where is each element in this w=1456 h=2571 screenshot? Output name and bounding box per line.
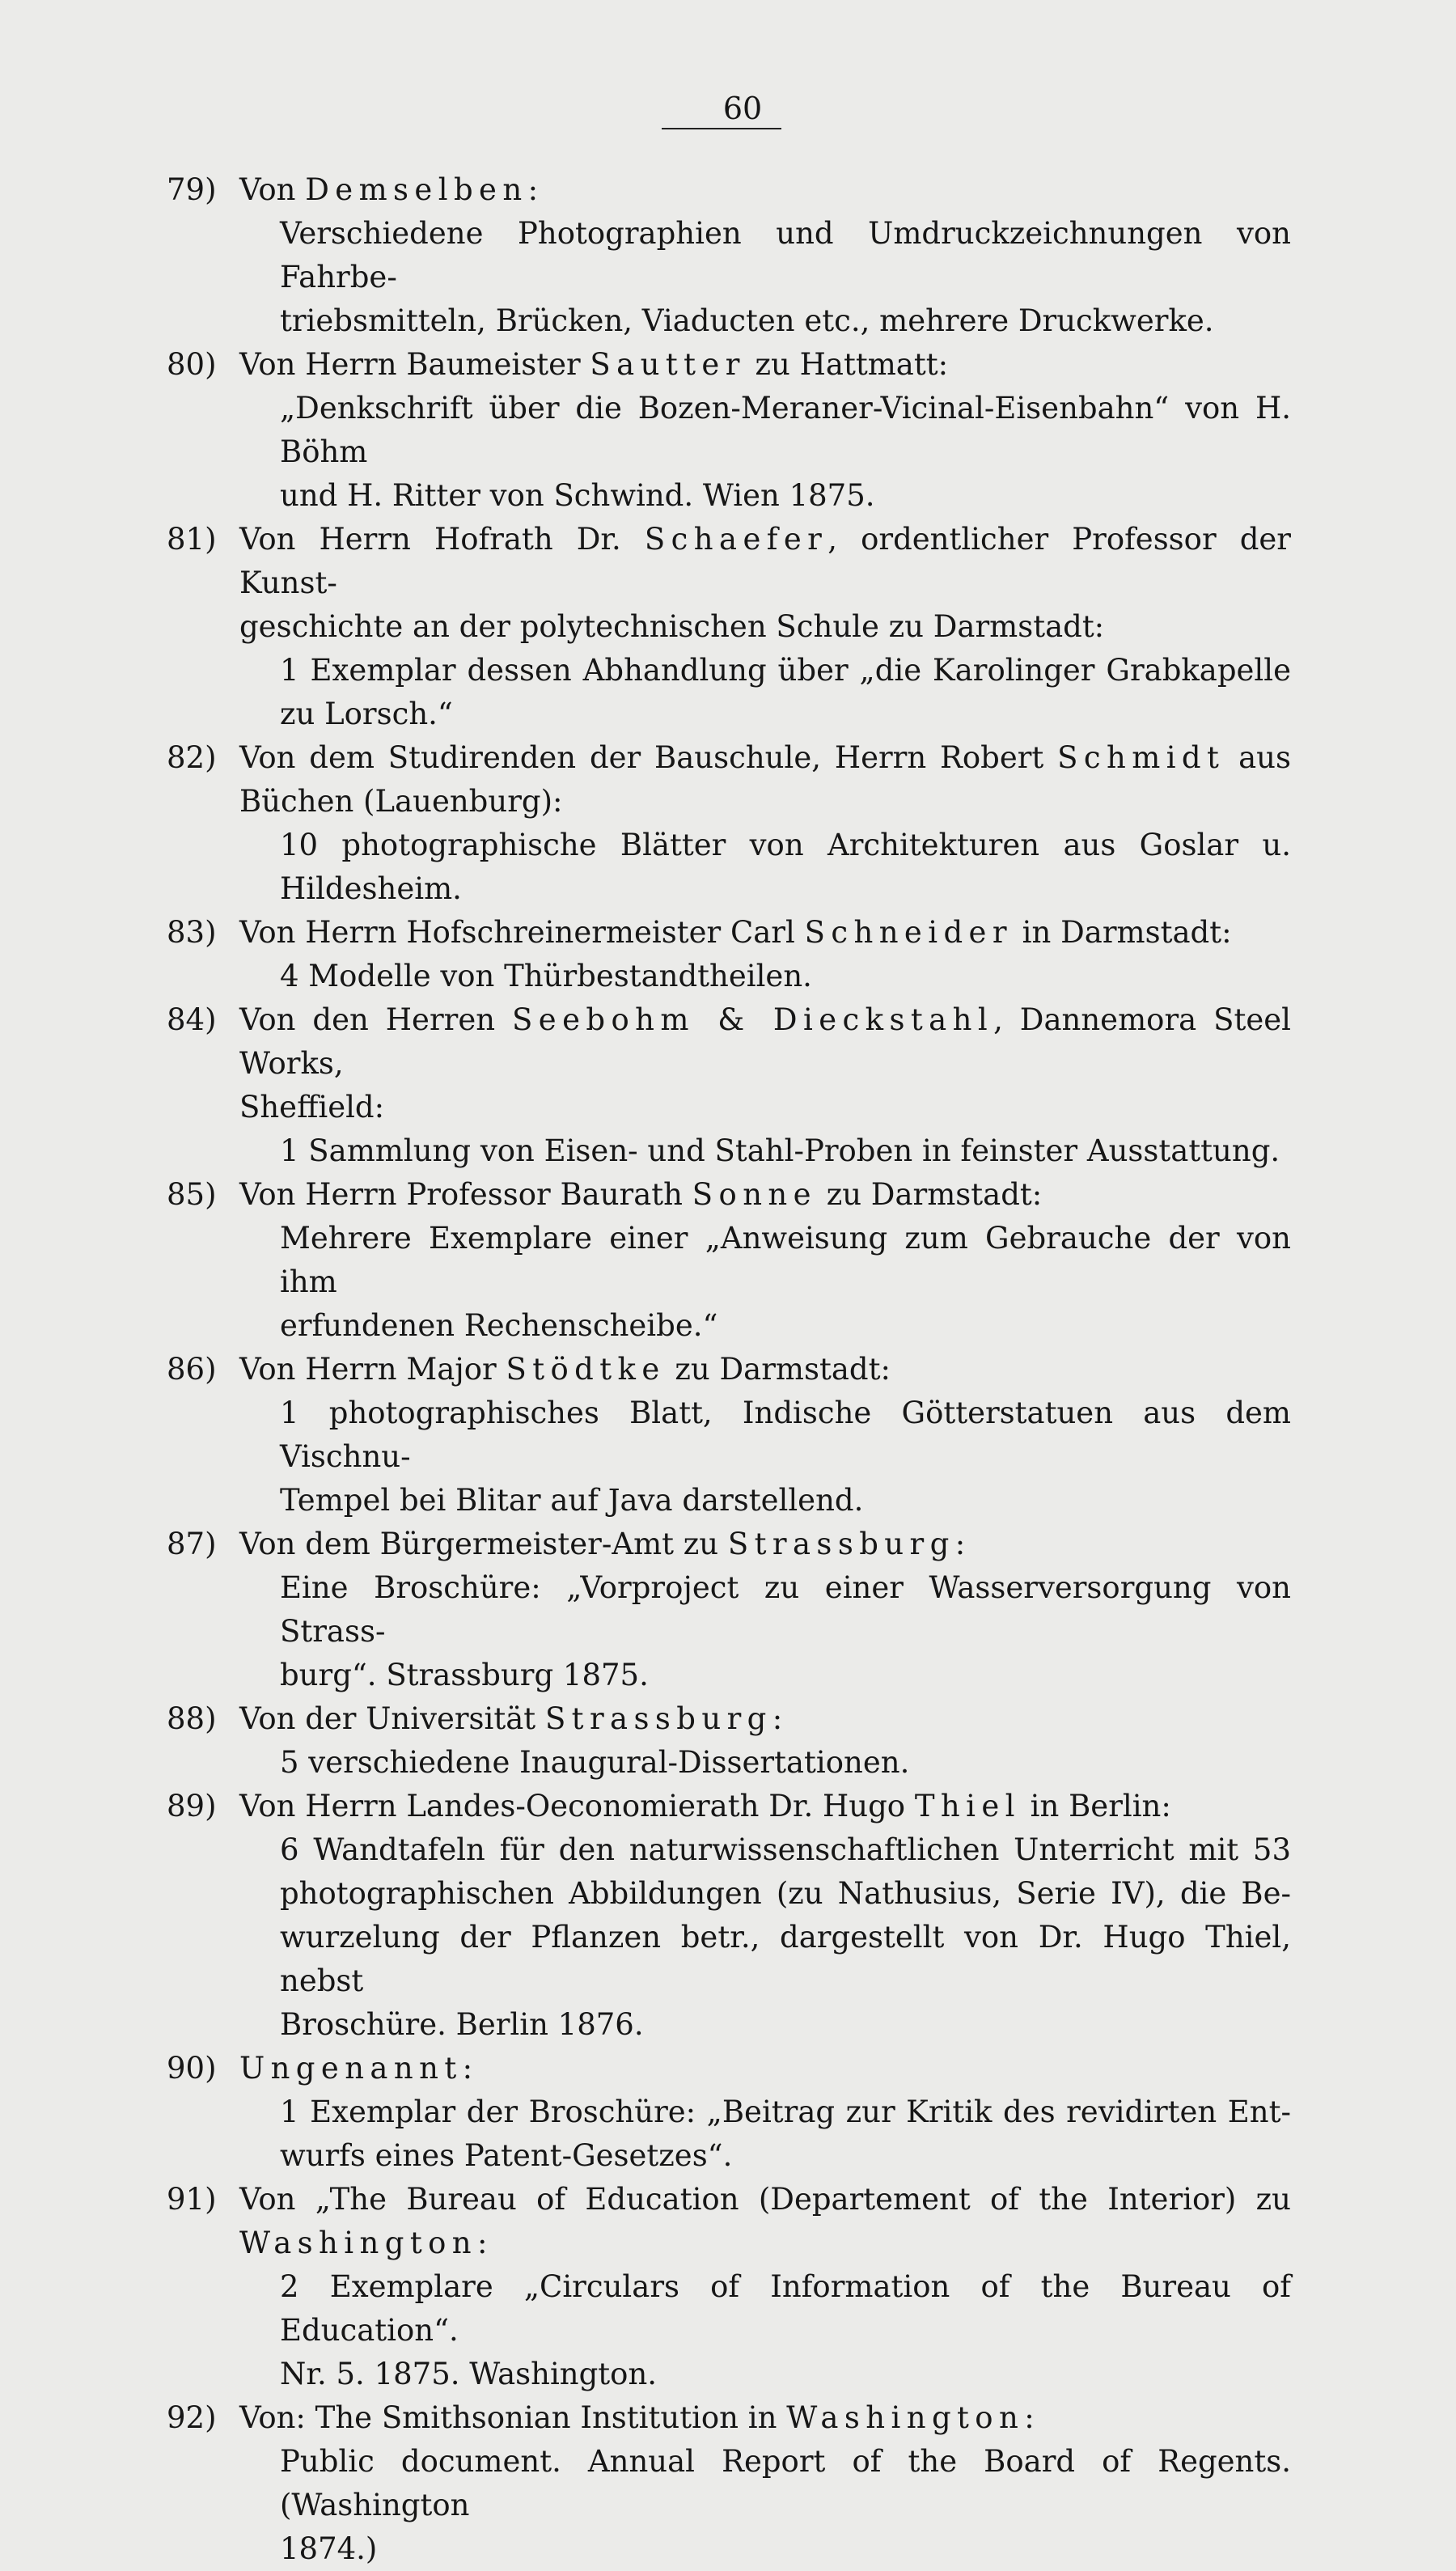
donor-text: Von: The Smithsonian Institution in [239, 2400, 787, 2435]
entry-number: 89) [167, 1789, 217, 1823]
donor-name: Thiel [914, 1789, 1021, 1823]
donor-text: Von Herrn Hofschreinermeister Carl [239, 915, 805, 950]
gift-description-line: 5 verschiedene Inaugural-Dissertationen. [280, 1745, 910, 1780]
donor-name: Schneider [804, 915, 1013, 950]
donor-text: geschichte an der polytechnischen Schule zu Darmstadt: [239, 609, 1105, 644]
gift-description-line: 1874.) [280, 2531, 378, 2566]
donor-line [239, 1348, 1291, 1391]
donor-name: Strassburg [727, 1527, 955, 1561]
page-number: 60 [722, 91, 763, 126]
gift-description-line: 6 Wandtafeln für den naturwissenschaftlichen Unterricht mit 53 [280, 1832, 1291, 1867]
gift-description-line: burg“. Strassburg 1875. [280, 1658, 649, 1692]
donor-name: Ungenannt [239, 2051, 463, 2086]
gift-description-line: Mehrere Exemplare einer „Anweisung zum Gebrauche der von ihm [280, 1221, 1291, 1299]
gift-description-line: Public document. Annual Report of the Board of Regents. (Washington [280, 2444, 1291, 2522]
entry-number: 85) [167, 1177, 217, 1212]
donor-name: Sautter [590, 347, 746, 382]
donor-text: aus [1225, 740, 1291, 775]
donation-entry [159, 1173, 1291, 1348]
gift-description-line: triebsmitteln, Brücken, Viaducten etc., mehrere Druckwerke. [280, 303, 1214, 338]
donation-entry [159, 1697, 1291, 1785]
donor-line [239, 2222, 1291, 2265]
entry-number: 88) [167, 1701, 217, 1736]
donor-text: Von den Herren [239, 1002, 513, 1037]
donor-text: in Berlin: [1020, 1789, 1171, 1823]
entry-number: 84) [167, 1002, 217, 1037]
donor-name: Strassburg [544, 1701, 772, 1736]
donor-name: Schmidt [1057, 740, 1225, 775]
donor-text: Von Herrn Professor Baurath [239, 1177, 692, 1212]
donation-entry [159, 2047, 1291, 2178]
donor-text: Von Herrn Major [239, 1352, 506, 1387]
donation-entry [159, 168, 1291, 343]
gift-description-line: erfundenen Rechenscheibe.“ [280, 1308, 718, 1343]
donation-entry [159, 736, 1291, 911]
donor-line [239, 2396, 1291, 2440]
gift-description-line: Broschüre. Berlin 1876. [280, 2007, 644, 2042]
donation-entry [159, 518, 1291, 736]
gift-description-line: wurzelung der Pflanzen betr., dargestellt von Dr. Hugo Thiel, nebst [280, 1920, 1291, 1998]
donor-text: : [1024, 2400, 1035, 2435]
donor-line [239, 168, 1291, 212]
donor-line [239, 911, 1291, 955]
donation-list [159, 168, 1291, 2571]
donor-line [239, 605, 1291, 649]
donor-line [239, 998, 1291, 1086]
gift-description-line: 1 Exemplar der Broschüre: „Beitrag zur Kritik des revidirten Ent- [280, 2094, 1291, 2129]
gift-description-line: Verschiedene Photographien und Umdruckzeichnungen von Fahrbe- [280, 216, 1291, 294]
donor-text: Von „The Bureau of Education (Departement of the Interior) zu [239, 2182, 1291, 2217]
donation-entry [159, 2178, 1291, 2396]
donor-text: Von Herrn Landes-Oeconomierath Dr. Hugo [239, 1789, 915, 1823]
donor-text: : [527, 172, 539, 207]
donor-text: , Dannemora Steel Works, [239, 1002, 1292, 1081]
entry-number: 86) [167, 1352, 217, 1387]
donor-line [239, 1697, 1291, 1741]
donor-text: Von [239, 172, 306, 207]
gift-description-line: 1 Sammlung von Eisen- und Stahl-Proben in feinster Ausstattung. [280, 1133, 1280, 1168]
donor-text: Von Herrn Baumeister [239, 347, 590, 382]
donation-entry [159, 998, 1291, 1173]
donor-name: Seebohm & Dieckstahl [512, 1002, 994, 1037]
donor-name: Washington [786, 2400, 1025, 2435]
donor-text: : [772, 1701, 783, 1736]
gift-description-line: 10 photographische Blätter von Architekturen aus Goslar u. Hildesheim. [280, 828, 1291, 906]
gift-description-line: Nr. 5. 1875. Washington. [280, 2357, 658, 2391]
donor-line [239, 2047, 1291, 2090]
donor-text: in Darmstadt: [1012, 915, 1232, 950]
gift-description-line: und H. Ritter von Schwind. Wien 1875. [280, 478, 875, 513]
donor-text: zu Darmstadt: [816, 1177, 1043, 1212]
donor-line [239, 343, 1291, 387]
entry-number: 87) [167, 1527, 217, 1561]
entry-number: 81) [167, 522, 217, 557]
gift-description-line: photographischen Abbildungen (zu Nathusius, Serie IV), die Be- [280, 1876, 1291, 1911]
donor-text: Von Herrn Hofrath Dr. [239, 522, 645, 557]
entry-number: 80) [167, 347, 217, 382]
gift-description-line: 4 Modelle von Thürbestandtheilen. [280, 959, 812, 993]
donor-text: Sheffield: [239, 1090, 385, 1125]
donation-entry [159, 2396, 1291, 2571]
donor-text: : [477, 2226, 488, 2260]
donor-text: Büchen (Lauenburg): [239, 784, 563, 819]
donation-entry [159, 1785, 1291, 2047]
donor-text: zu Hattmatt: [745, 347, 949, 382]
donor-text: Von dem Bürgermeister-Amt zu [239, 1527, 728, 1561]
entry-number: 83) [167, 915, 217, 950]
gift-description-line: „Denkschrift über die Bozen-Meraner-Vicinal-Eisenbahn“ von H. Böhm [280, 391, 1291, 469]
gift-description-line: zu Lorsch.“ [280, 697, 453, 731]
gift-description-line: Eine Broschüre: „Vorproject zu einer Wasserversorgung von Strass- [280, 1570, 1291, 1649]
donor-line [239, 1785, 1291, 1828]
donor-text: zu Darmstadt: [665, 1352, 891, 1387]
gift-description-line: 1 Exemplar dessen Abhandlung über „die Karolinger Grabkapelle [280, 653, 1291, 688]
entry-number: 82) [167, 740, 217, 775]
donor-name: Demselben [305, 172, 528, 207]
donor-line [239, 1086, 1291, 1129]
gift-description-line: wurfs eines Patent-Gesetzes“. [280, 2138, 733, 2173]
donor-line [239, 780, 1291, 824]
entry-number: 91) [167, 2182, 217, 2217]
donor-line [239, 1523, 1291, 1566]
donor-line [239, 518, 1291, 605]
donor-name: Schaefer [644, 522, 828, 557]
donor-name: Stödtke [506, 1352, 666, 1387]
donor-text: Von dem Studirenden der Bauschule, Herrn Robert [239, 740, 1058, 775]
gift-description-line: 1 photographisches Blatt, Indische Götterstatuen aus dem Vischnu- [280, 1396, 1291, 1474]
donor-line [239, 2178, 1291, 2222]
donor-line [239, 1173, 1291, 1217]
entry-number: 92) [167, 2400, 217, 2435]
donor-text: : [462, 2051, 473, 2086]
donation-entry [159, 1348, 1291, 1523]
entry-number: 90) [167, 2051, 217, 2086]
donor-line [239, 736, 1291, 780]
donation-entry [159, 343, 1291, 518]
donor-name: Sonne [692, 1177, 817, 1212]
donor-name: Washington [239, 2226, 478, 2260]
donation-entry [159, 911, 1291, 998]
donor-text: Von der Universität [239, 1701, 545, 1736]
page-number-rule [662, 128, 781, 129]
donation-entry [159, 1523, 1291, 1697]
gift-description-line: Tempel bei Blitar auf Java darstellend. [280, 1483, 864, 1518]
donor-text: , ordentlicher Professor der Kunst- [239, 522, 1291, 600]
entry-number: 79) [167, 172, 217, 207]
donor-text: : [954, 1527, 966, 1561]
gift-description-line: 2 Exemplare „Circulars of Information of the Bureau of Education“. [280, 2269, 1291, 2348]
